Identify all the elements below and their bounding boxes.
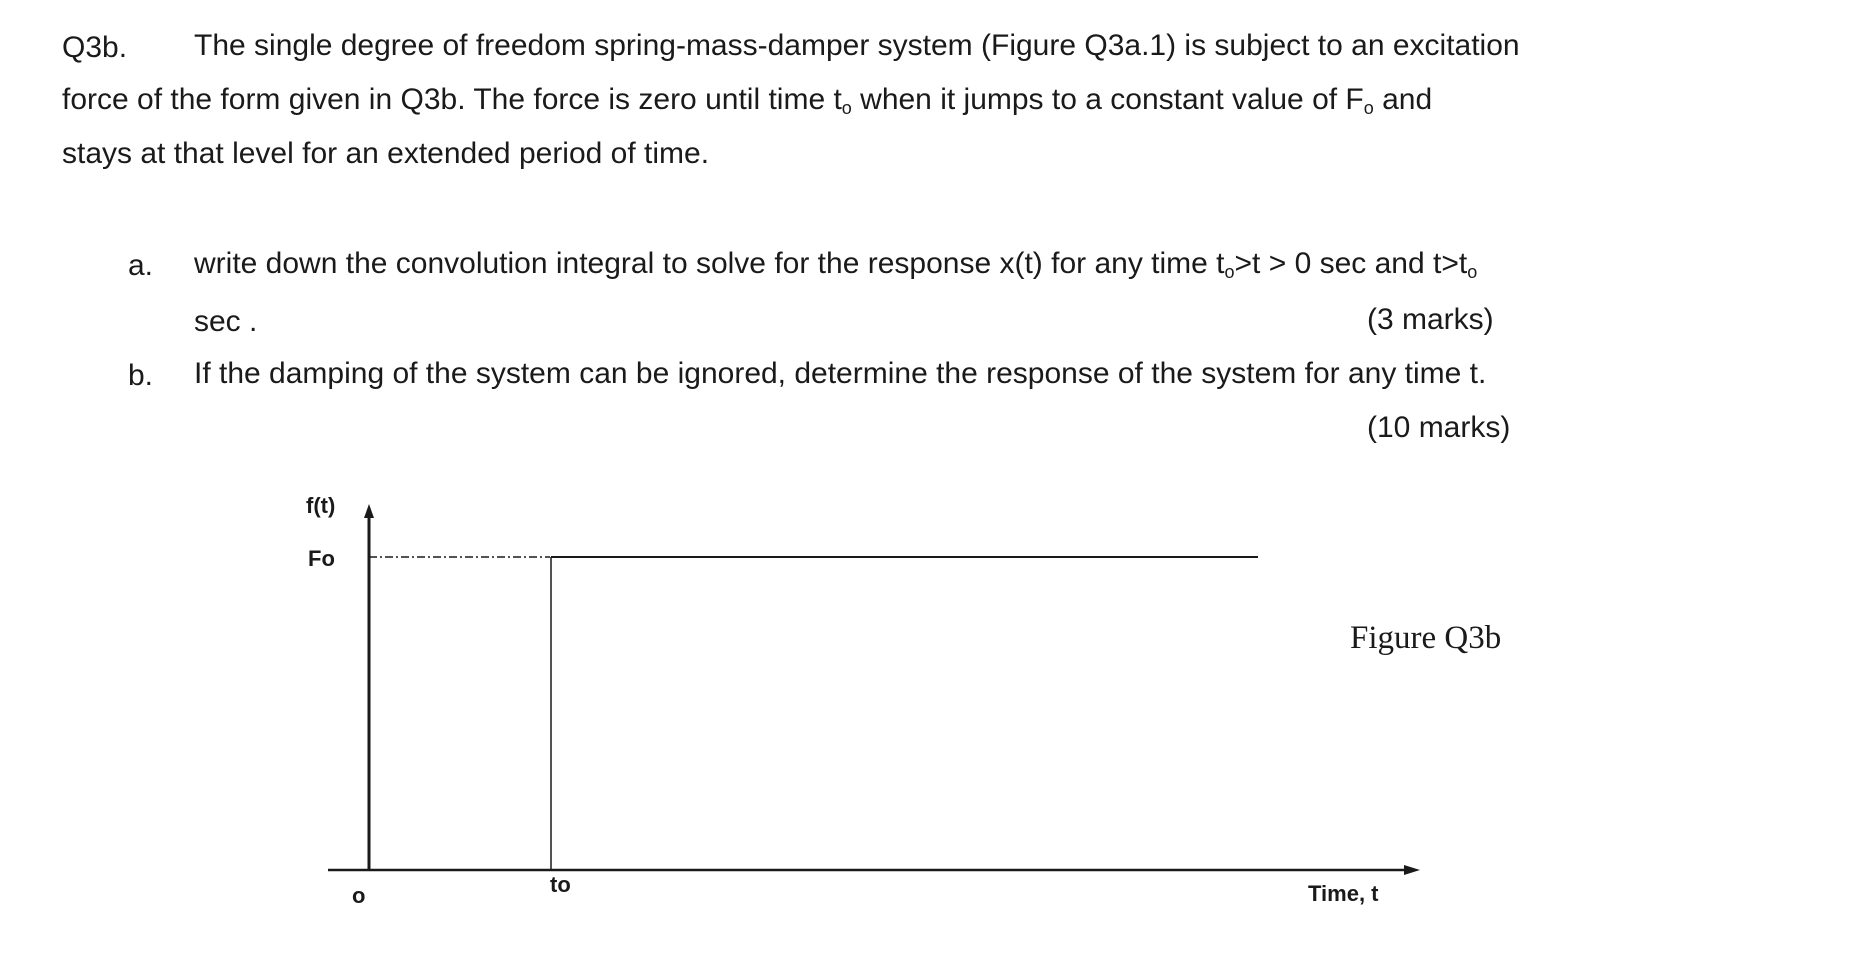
- part-a-text-part: write down the convolution integral to solve for the response x(t) for any time t: [194, 247, 1225, 280]
- step-time-label: to: [550, 872, 571, 897]
- part-b-label: b.: [128, 359, 154, 392]
- line2-part: when it jumps to a constant value of F: [851, 83, 1364, 116]
- part-a-marks: (3 marks): [1367, 303, 1494, 336]
- question-text-line-1: The single degree of freedom spring-mass-damper system (Figure Q3a.1) is subject to an excitation: [194, 29, 1520, 62]
- x-axis-label: Time, t: [1308, 881, 1379, 906]
- subscript-o: o: [1224, 262, 1235, 283]
- part-a-text-continued: sec .: [194, 305, 258, 338]
- y-axis-arrow-icon: [364, 504, 374, 518]
- x-axis-arrow-icon: [1404, 865, 1420, 875]
- subscript-o: o: [1467, 262, 1478, 283]
- level-label: Fo: [308, 546, 335, 571]
- subscript-o: o: [1363, 98, 1374, 119]
- part-b-text: If the damping of the system can be ignored, determine the response of the system for any time t.: [194, 357, 1487, 390]
- part-a-text-part: >t > 0 sec and t>t: [1234, 247, 1468, 280]
- part-a-label: a.: [128, 249, 154, 282]
- origin-label: o: [352, 883, 366, 908]
- question-number: Q3b.: [62, 31, 128, 64]
- part-b-marks: (10 marks): [1367, 411, 1511, 444]
- subscript-o: o: [841, 98, 852, 119]
- figure-caption: Figure Q3b: [1350, 620, 1502, 656]
- line2-part: force of the form given in Q3b. The force is zero until time t: [62, 83, 842, 116]
- y-axis-label: f(t): [306, 493, 336, 518]
- question-text-line-3: stays at that level for an extended period of time.: [62, 137, 710, 170]
- line2-part: and: [1373, 83, 1433, 116]
